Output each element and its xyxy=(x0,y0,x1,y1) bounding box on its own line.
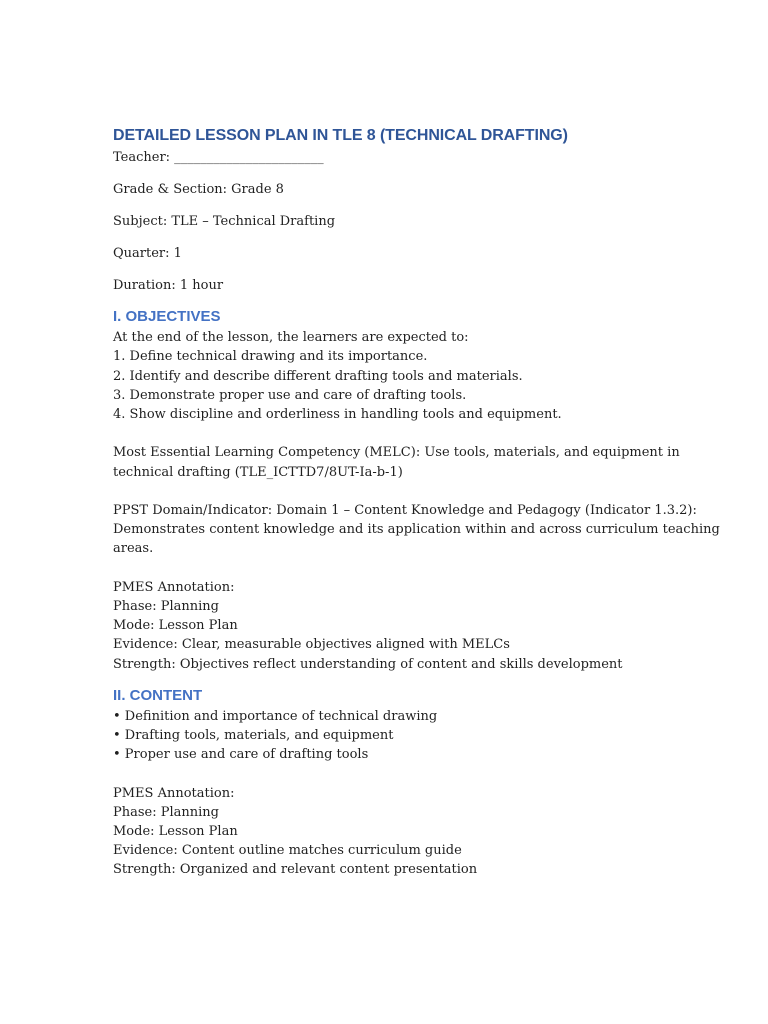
spacer xyxy=(113,559,673,578)
quarter-field: Quarter: 1 xyxy=(113,246,182,261)
spacer xyxy=(113,674,673,685)
objective-item: 3. Demonstrate proper use and care of drafting tools. xyxy=(113,387,467,403)
pmes-phase: Phase: Planning xyxy=(113,599,219,614)
spacer xyxy=(113,231,673,244)
pmes-mode: Mode: Lesson Plan xyxy=(113,618,238,634)
spacer xyxy=(113,482,673,501)
objectives-intro: At the end of the lesson, the learners are expected to: xyxy=(113,330,469,346)
content-item: • Drafting tools, materials, and equipment xyxy=(113,728,394,744)
spacer xyxy=(113,167,673,180)
spacer xyxy=(113,424,673,443)
ppst-line: areas. xyxy=(113,541,154,557)
pmes-annotation-label: PMES Annotation: xyxy=(113,579,235,595)
objective-item: 1. Define technical drawing and its importance. xyxy=(113,349,428,365)
pmes-mode: Mode: Lesson Plan xyxy=(113,824,238,840)
melc-line: Most Essential Learning Competency (MELC): Use tools, materials, and equipment in xyxy=(113,445,680,461)
pmes-evidence: Evidence: Clear, measurable objectives aligned with MELCs xyxy=(113,637,510,653)
melc-line: technical drafting (TLE_ICTTD7/8UT-Ia-b-1) xyxy=(113,464,403,480)
spacer xyxy=(113,263,673,276)
spacer xyxy=(113,199,673,212)
grade-section-field: Grade & Section: Grade 8 xyxy=(113,182,284,197)
content-item: • Proper use and care of drafting tools xyxy=(113,747,369,763)
ppst-line: PPST Domain/Indicator: Domain 1 – Content Knowledge and Pedagogy (Indicator 1.3.2): xyxy=(113,503,697,518)
objective-item: 2. Identify and describe different drafting tools and materials. xyxy=(113,368,523,384)
document-title: DETAILED LESSON PLAN IN TLE 8 (TECHNICAL DRAFTING) xyxy=(113,127,568,144)
document-page xyxy=(113,124,720,880)
objectives-heading: I. OBJECTIVES xyxy=(113,308,221,326)
objective-item: 4. Show discipline and orderliness in handling tools and equipment. xyxy=(113,407,562,423)
pmes-evidence: Evidence: Content outline matches curriculum guide xyxy=(113,843,462,859)
ppst-line: Demonstrates content knowledge and its application within and across curriculum teaching xyxy=(113,522,720,538)
spacer xyxy=(113,295,673,306)
content-heading: II. CONTENT xyxy=(113,686,203,704)
teacher-field: Teacher: _______________________ xyxy=(113,150,324,165)
spacer xyxy=(113,764,673,783)
subject-field: Subject: TLE – Technical Drafting xyxy=(113,214,336,229)
duration-field: Duration: 1 hour xyxy=(113,278,224,293)
pmes-strength: Strength: Objectives reflect understanding of content and skills development xyxy=(113,656,623,672)
pmes-strength: Strength: Organized and relevant content presentation xyxy=(113,862,478,878)
pmes-phase: Phase: Planning xyxy=(113,804,219,820)
pmes-annotation-label: PMES Annotation: xyxy=(113,785,235,801)
content-item: • Definition and importance of technical drawing xyxy=(113,708,438,724)
